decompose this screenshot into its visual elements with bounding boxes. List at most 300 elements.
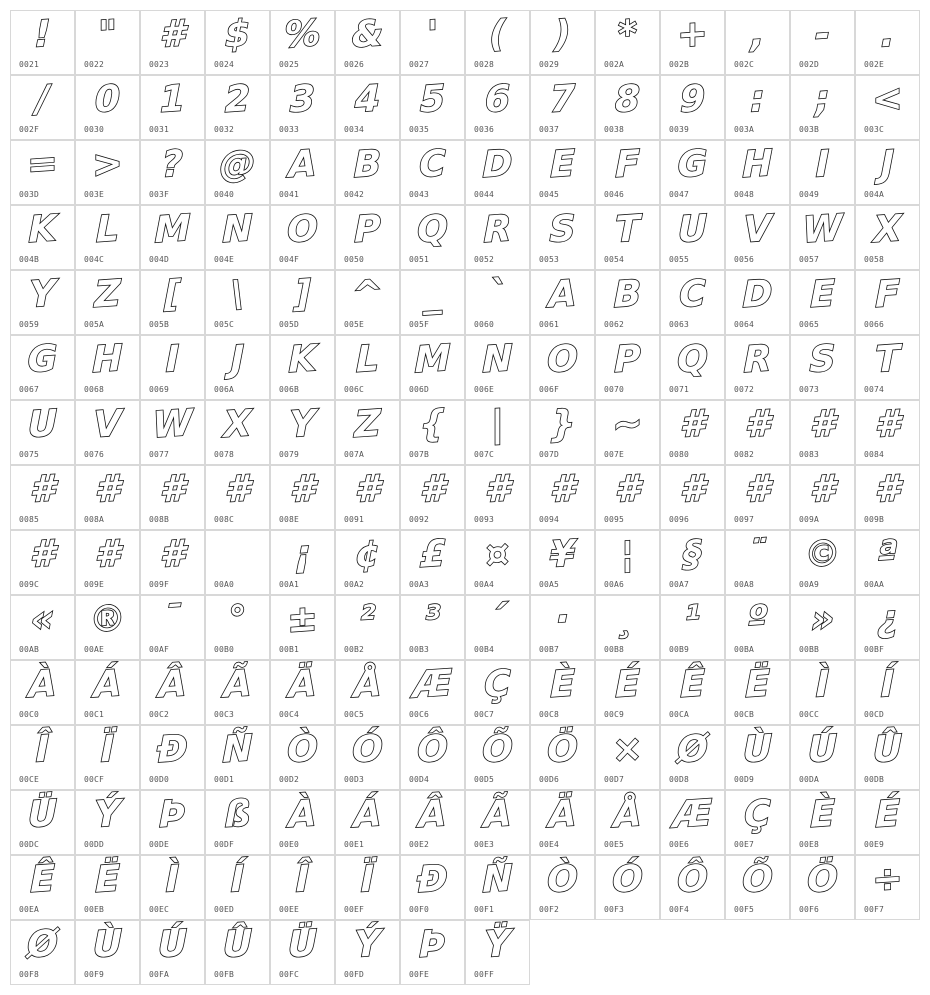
glyph-cell: [10, 920, 75, 985]
glyph-code-label: 00B0: [214, 645, 235, 654]
glyph-cell: [270, 725, 335, 790]
glyph-code-label: 00A2: [344, 580, 365, 589]
glyph-code-label: 003D: [19, 190, 40, 199]
glyph-cell: [75, 465, 140, 530]
glyph-preview: Ý: [94, 793, 121, 836]
glyph-preview: Z: [94, 273, 121, 316]
glyph-cell: [205, 660, 270, 725]
glyph-code-label: 0066: [864, 320, 885, 329]
glyph-preview: U: [27, 402, 58, 447]
glyph-code-label: 00C6: [409, 710, 430, 719]
glyph-code-label: 0096: [669, 515, 690, 524]
glyph-code-label: 0058: [864, 255, 885, 264]
glyph-code-label: 00A3: [409, 580, 430, 589]
glyph-preview: ÷: [872, 857, 903, 902]
glyph-cell: [660, 595, 725, 660]
glyph-cell: [465, 75, 530, 140]
glyph-preview: N: [222, 207, 253, 252]
glyph-code-label: 0063: [669, 320, 690, 329]
glyph-preview: °: [228, 598, 247, 641]
glyph-code-label: 006C: [344, 385, 365, 394]
glyph-cell: [140, 725, 205, 790]
glyph-cell: [725, 465, 790, 530]
glyph-code-label: 00EE: [279, 905, 300, 914]
glyph-preview: Ô: [417, 727, 448, 772]
glyph-preview: Ð: [157, 727, 188, 772]
glyph-code-label: 00AA: [864, 580, 885, 589]
glyph-cell: [270, 530, 335, 595]
glyph-cell: [75, 595, 140, 660]
glyph-preview: Ö: [547, 727, 578, 772]
glyph-preview: I: [165, 338, 180, 381]
glyph-cell: [595, 75, 660, 140]
glyph-cell: [530, 530, 595, 595]
glyph-preview: :: [750, 78, 765, 121]
glyph-preview: ±: [287, 597, 318, 642]
glyph-preview: ¿: [877, 598, 898, 641]
glyph-preview: _: [423, 273, 442, 316]
glyph-code-label: 0095: [604, 515, 625, 524]
glyph-cell: [75, 205, 140, 270]
glyph-cell: [10, 595, 75, 660]
glyph-code-label: 0049: [799, 190, 820, 199]
glyph-code-label: 00F4: [669, 905, 690, 914]
glyph-code-label: 003A: [734, 125, 755, 134]
glyph-cell: [595, 725, 660, 790]
glyph-cell: [855, 270, 920, 335]
glyph-code-label: 0062: [604, 320, 625, 329]
glyph-preview: ): [554, 13, 571, 56]
glyph-code-label: 00CF: [84, 775, 105, 784]
glyph-code-label: 007C: [474, 450, 495, 459]
glyph-code-label: 00F6: [799, 905, 820, 914]
glyph-code-label: 00A9: [799, 580, 820, 589]
glyph-preview: Ø: [27, 922, 58, 967]
glyph-cell: [465, 855, 530, 920]
glyph-cell: [790, 790, 855, 855]
glyph-preview: M: [414, 337, 451, 382]
glyph-cell: [465, 270, 530, 335]
glyph-cell: [10, 10, 75, 75]
glyph-cell: [335, 140, 400, 205]
glyph-preview: Õ: [742, 857, 773, 902]
glyph-code-label: 00E4: [539, 840, 560, 849]
glyph-preview: 0: [94, 78, 121, 121]
glyph-preview: %: [284, 12, 321, 57]
glyph-preview: #: [419, 468, 446, 511]
glyph-cell: [400, 530, 465, 595]
glyph-code-label: 00E7: [734, 840, 755, 849]
glyph-cell: [400, 400, 465, 465]
glyph-cell: [205, 335, 270, 400]
glyph-cell: [140, 75, 205, 140]
glyph-code-label: 002E: [864, 60, 885, 69]
glyph-preview: *: [618, 13, 637, 56]
glyph-code-label: 004D: [149, 255, 170, 264]
glyph-code-label: 0026: [344, 60, 365, 69]
glyph-preview: &: [351, 12, 384, 57]
glyph-preview: <: [872, 77, 903, 122]
glyph-preview: ©: [804, 532, 841, 577]
glyph-cell: [205, 920, 270, 985]
glyph-cell: [660, 660, 725, 725]
glyph-preview: Ø: [677, 727, 708, 772]
glyph-code-label: 0028: [474, 60, 495, 69]
glyph-cell: [335, 660, 400, 725]
glyph-code-label: 00DF: [214, 840, 235, 849]
glyph-cell: [725, 10, 790, 75]
glyph-cell: [725, 530, 790, 595]
glyph-preview: #: [679, 403, 706, 446]
glyph-cell: [530, 140, 595, 205]
glyph-cell: [400, 140, 465, 205]
glyph-preview: Ÿ: [484, 923, 511, 966]
glyph-preview: #: [809, 468, 836, 511]
glyph-cell: [790, 270, 855, 335]
glyph-cell: [75, 140, 140, 205]
glyph-code-label: 0052: [474, 255, 495, 264]
glyph-code-label: 0083: [799, 450, 820, 459]
glyph-preview: Ë: [745, 663, 770, 706]
glyph-preview: Ü: [287, 922, 318, 967]
glyph-cell: [660, 270, 725, 335]
glyph-preview: R: [483, 208, 512, 251]
glyph-code-label: 00F5: [734, 905, 755, 914]
glyph-code-label: 00DD: [84, 840, 105, 849]
glyph-preview: #: [94, 533, 121, 576]
glyph-cell: [530, 400, 595, 465]
glyph-preview: Â: [418, 793, 447, 836]
glyph-preview: 1: [159, 78, 186, 121]
glyph-preview: /: [35, 78, 50, 121]
glyph-code-label: 0065: [799, 320, 820, 329]
glyph-cell: [465, 725, 530, 790]
glyph-cell: [75, 855, 140, 920]
glyph-code-label: 00EF: [344, 905, 365, 914]
glyph-code-label: 00A1: [279, 580, 300, 589]
glyph-code-label: 0067: [19, 385, 40, 394]
glyph-cell: [335, 205, 400, 270]
glyph-preview: 9: [679, 78, 706, 121]
glyph-cell: [725, 660, 790, 725]
glyph-preview: +: [677, 12, 708, 57]
glyph-code-label: 0053: [539, 255, 560, 264]
glyph-code-label: 005E: [344, 320, 365, 329]
glyph-preview: ¦: [620, 533, 635, 576]
glyph-code-label: 0040: [214, 190, 235, 199]
glyph-code-label: 004F: [279, 255, 300, 264]
glyph-preview: Ü: [27, 792, 58, 837]
glyph-cell: [660, 335, 725, 400]
glyph-code-label: 00D3: [344, 775, 365, 784]
glyph-preview: T: [875, 338, 900, 381]
glyph-preview: ,: [750, 13, 765, 56]
glyph-code-label: 00D0: [149, 775, 170, 784]
glyph-cell: [400, 270, 465, 335]
glyph-cell: [530, 790, 595, 855]
glyph-preview: (: [489, 13, 506, 56]
glyph-preview: 4: [354, 78, 381, 121]
glyph-cell: [660, 790, 725, 855]
glyph-code-label: 0036: [474, 125, 495, 134]
glyph-preview: Ö: [807, 857, 838, 902]
glyph-preview: K: [288, 338, 317, 381]
glyph-cell: [595, 465, 660, 530]
glyph-code-label: 00B9: [669, 645, 690, 654]
glyph-cell: [140, 140, 205, 205]
glyph-preview: V: [93, 403, 122, 446]
glyph-code-label: 00CA: [669, 710, 690, 719]
glyph-cell: [205, 205, 270, 270]
glyph-preview: Ú: [807, 727, 838, 772]
glyph-preview: È: [810, 793, 835, 836]
glyph-cell: [855, 140, 920, 205]
glyph-cell: [140, 920, 205, 985]
glyph-preview: Â: [158, 663, 187, 706]
glyph-cell: [205, 465, 270, 530]
glyph-cell: [335, 920, 400, 985]
glyph-preview: ^: [352, 272, 383, 317]
glyph-code-label: 0024: [214, 60, 235, 69]
glyph-preview: Ì: [165, 858, 180, 901]
glyph-code-label: 00B7: [539, 645, 560, 654]
glyph-cell: [400, 725, 465, 790]
glyph-cell: [790, 400, 855, 465]
glyph-cell: [595, 400, 660, 465]
glyph-code-label: 00B1: [279, 645, 300, 654]
glyph-cell: [140, 790, 205, 855]
glyph-code-label: 00C1: [84, 710, 105, 719]
glyph-preview: H: [92, 337, 123, 382]
glyph-cell: [75, 660, 140, 725]
glyph-cell: [465, 660, 530, 725]
glyph-cell: [660, 725, 725, 790]
glyph-preview: ²: [359, 598, 376, 641]
glyph-code-label: 0057: [799, 255, 820, 264]
glyph-code-label: 00D4: [409, 775, 430, 784]
glyph-code-label: 00BF: [864, 645, 885, 654]
glyph-cell: [140, 465, 205, 530]
glyph-code-label: 00C2: [149, 710, 170, 719]
glyph-preview: 6: [484, 78, 511, 121]
glyph-code-label: 0076: [84, 450, 105, 459]
glyph-cell: [400, 790, 465, 855]
glyph-preview: ª: [877, 533, 898, 576]
glyph-preview: Ë: [95, 858, 120, 901]
glyph-cell: [660, 10, 725, 75]
glyph-cell: [595, 595, 660, 660]
glyph-cell: [400, 465, 465, 530]
glyph-preview: Ì: [815, 663, 830, 706]
glyph-preview: Ç: [484, 663, 511, 706]
glyph-code-label: 00A7: [669, 580, 690, 589]
glyph-code-label: 00D1: [214, 775, 235, 784]
glyph-code-label: 00B4: [474, 645, 495, 654]
glyph-code-label: 0084: [864, 450, 885, 459]
glyph-code-label: 00CB: [734, 710, 755, 719]
glyph-cell: [660, 530, 725, 595]
glyph-cell: [530, 75, 595, 140]
glyph-preview: ¹: [684, 598, 701, 641]
glyph-cell: [855, 465, 920, 530]
glyph-cell: [75, 725, 140, 790]
glyph-cell: [465, 205, 530, 270]
glyph-code-label: 005D: [279, 320, 300, 329]
glyph-code-label: 005A: [84, 320, 105, 329]
glyph-cell: [205, 855, 270, 920]
glyph-cell: [660, 400, 725, 465]
glyph-preview: D: [742, 272, 773, 317]
glyph-cell: [725, 595, 790, 660]
glyph-cell: [400, 855, 465, 920]
glyph-cell: [725, 270, 790, 335]
glyph-grid: [10, 10, 920, 985]
glyph-code-label: 00C8: [539, 710, 560, 719]
glyph-cell: [595, 140, 660, 205]
glyph-code-label: 0064: [734, 320, 755, 329]
glyph-preview: M: [154, 207, 191, 252]
glyph-preview: #: [159, 468, 186, 511]
glyph-preview: Ó: [612, 857, 643, 902]
glyph-preview: §: [683, 533, 702, 576]
glyph-preview: Ù: [92, 922, 123, 967]
glyph-preview: ?: [162, 143, 183, 186]
glyph-code-label: 00FA: [149, 970, 170, 979]
glyph-code-label: 007E: [604, 450, 625, 459]
glyph-code-label: 00BA: [734, 645, 755, 654]
glyph-cell: [270, 465, 335, 530]
glyph-cell: [530, 855, 595, 920]
glyph-cell: [335, 400, 400, 465]
glyph-code-label: 002C: [734, 60, 755, 69]
glyph-code-label: 00E6: [669, 840, 690, 849]
glyph-cell: [270, 335, 335, 400]
glyph-code-label: 00D8: [669, 775, 690, 784]
glyph-code-label: 0069: [149, 385, 170, 394]
glyph-cell: [140, 660, 205, 725]
glyph-cell: [790, 140, 855, 205]
glyph-code-label: 00CC: [799, 710, 820, 719]
glyph-preview: Ê: [30, 858, 55, 901]
glyph-preview: Á: [93, 663, 122, 706]
glyph-preview: -: [815, 13, 830, 56]
glyph-cell: [400, 75, 465, 140]
glyph-cell: [270, 790, 335, 855]
glyph-preview: ®: [89, 597, 126, 642]
glyph-code-label: 002D: [799, 60, 820, 69]
glyph-cell: [335, 10, 400, 75]
glyph-cell: [205, 270, 270, 335]
glyph-code-label: 0038: [604, 125, 625, 134]
glyph-preview: L: [96, 208, 119, 251]
glyph-preview: #: [29, 468, 56, 511]
glyph-preview: 3: [289, 78, 316, 121]
glyph-preview: }: [549, 403, 576, 446]
glyph-cell: [530, 660, 595, 725]
glyph-cell: [10, 140, 75, 205]
glyph-preview: Û: [222, 922, 253, 967]
glyph-cell: [10, 75, 75, 140]
glyph-cell: [855, 205, 920, 270]
glyph-cell: [75, 790, 140, 855]
glyph-preview: ]: [294, 273, 311, 316]
glyph-preview: Q: [677, 337, 708, 382]
glyph-code-label: 00F7: [864, 905, 885, 914]
glyph-code-label: 0074: [864, 385, 885, 394]
glyph-code-label: 00D7: [604, 775, 625, 784]
glyph-code-label: 00E2: [409, 840, 430, 849]
glyph-preview: ×: [612, 727, 643, 772]
glyph-code-label: 008B: [149, 515, 170, 524]
glyph-code-label: 00D9: [734, 775, 755, 784]
glyph-code-label: 007B: [409, 450, 430, 459]
glyph-code-label: 0043: [409, 190, 430, 199]
glyph-preview: #: [484, 468, 511, 511]
glyph-code-label: 00F3: [604, 905, 625, 914]
glyph-code-label: 0027: [409, 60, 430, 69]
glyph-code-label: 008C: [214, 515, 235, 524]
glyph-preview: ¨: [748, 533, 767, 576]
glyph-preview: À: [28, 663, 57, 706]
glyph-preview: S: [809, 338, 836, 381]
glyph-preview: F: [615, 143, 640, 186]
glyph-code-label: 00E8: [799, 840, 820, 849]
glyph-code-label: 009A: [799, 515, 820, 524]
glyph-preview: 2: [224, 78, 251, 121]
glyph-preview: Á: [353, 793, 382, 836]
glyph-cell: [465, 10, 530, 75]
glyph-code-label: 00EC: [149, 905, 170, 914]
glyph-cell: [725, 75, 790, 140]
glyph-cell: [660, 465, 725, 530]
glyph-code-label: 00E5: [604, 840, 625, 849]
glyph-preview: ³: [424, 598, 441, 641]
glyph-cell: [465, 595, 530, 660]
glyph-cell: [10, 855, 75, 920]
glyph-code-label: 0046: [604, 190, 625, 199]
glyph-cell: [75, 75, 140, 140]
glyph-code-label: 00C7: [474, 710, 495, 719]
glyph-code-label: 00E9: [864, 840, 885, 849]
glyph-cell: [400, 205, 465, 270]
glyph-code-label: 0080: [669, 450, 690, 459]
glyph-code-label: 00D2: [279, 775, 300, 784]
glyph-preview: É: [615, 663, 640, 706]
glyph-cell: [530, 335, 595, 400]
glyph-preview: {: [419, 403, 446, 446]
glyph-preview: Ù: [742, 727, 773, 772]
glyph-preview: ¸: [618, 598, 637, 641]
glyph-code-label: 005F: [409, 320, 430, 329]
glyph-cell: [10, 465, 75, 530]
glyph-code-label: 0029: [539, 60, 560, 69]
glyph-code-label: 0072: [734, 385, 755, 394]
glyph-cell: [790, 75, 855, 140]
glyph-cell: [855, 725, 920, 790]
glyph-code-label: 00C9: [604, 710, 625, 719]
glyph-code-label: 00A8: [734, 580, 755, 589]
glyph-cell: [465, 920, 530, 985]
glyph-preview: J: [880, 143, 895, 186]
glyph-preview: O: [287, 207, 318, 252]
glyph-code-label: 003B: [799, 125, 820, 134]
glyph-code-label: 00EB: [84, 905, 105, 914]
glyph-cell: [855, 335, 920, 400]
glyph-cell: [10, 270, 75, 335]
glyph-cell: [140, 270, 205, 335]
glyph-code-label: 0085: [19, 515, 40, 524]
glyph-code-label: 0034: [344, 125, 365, 134]
